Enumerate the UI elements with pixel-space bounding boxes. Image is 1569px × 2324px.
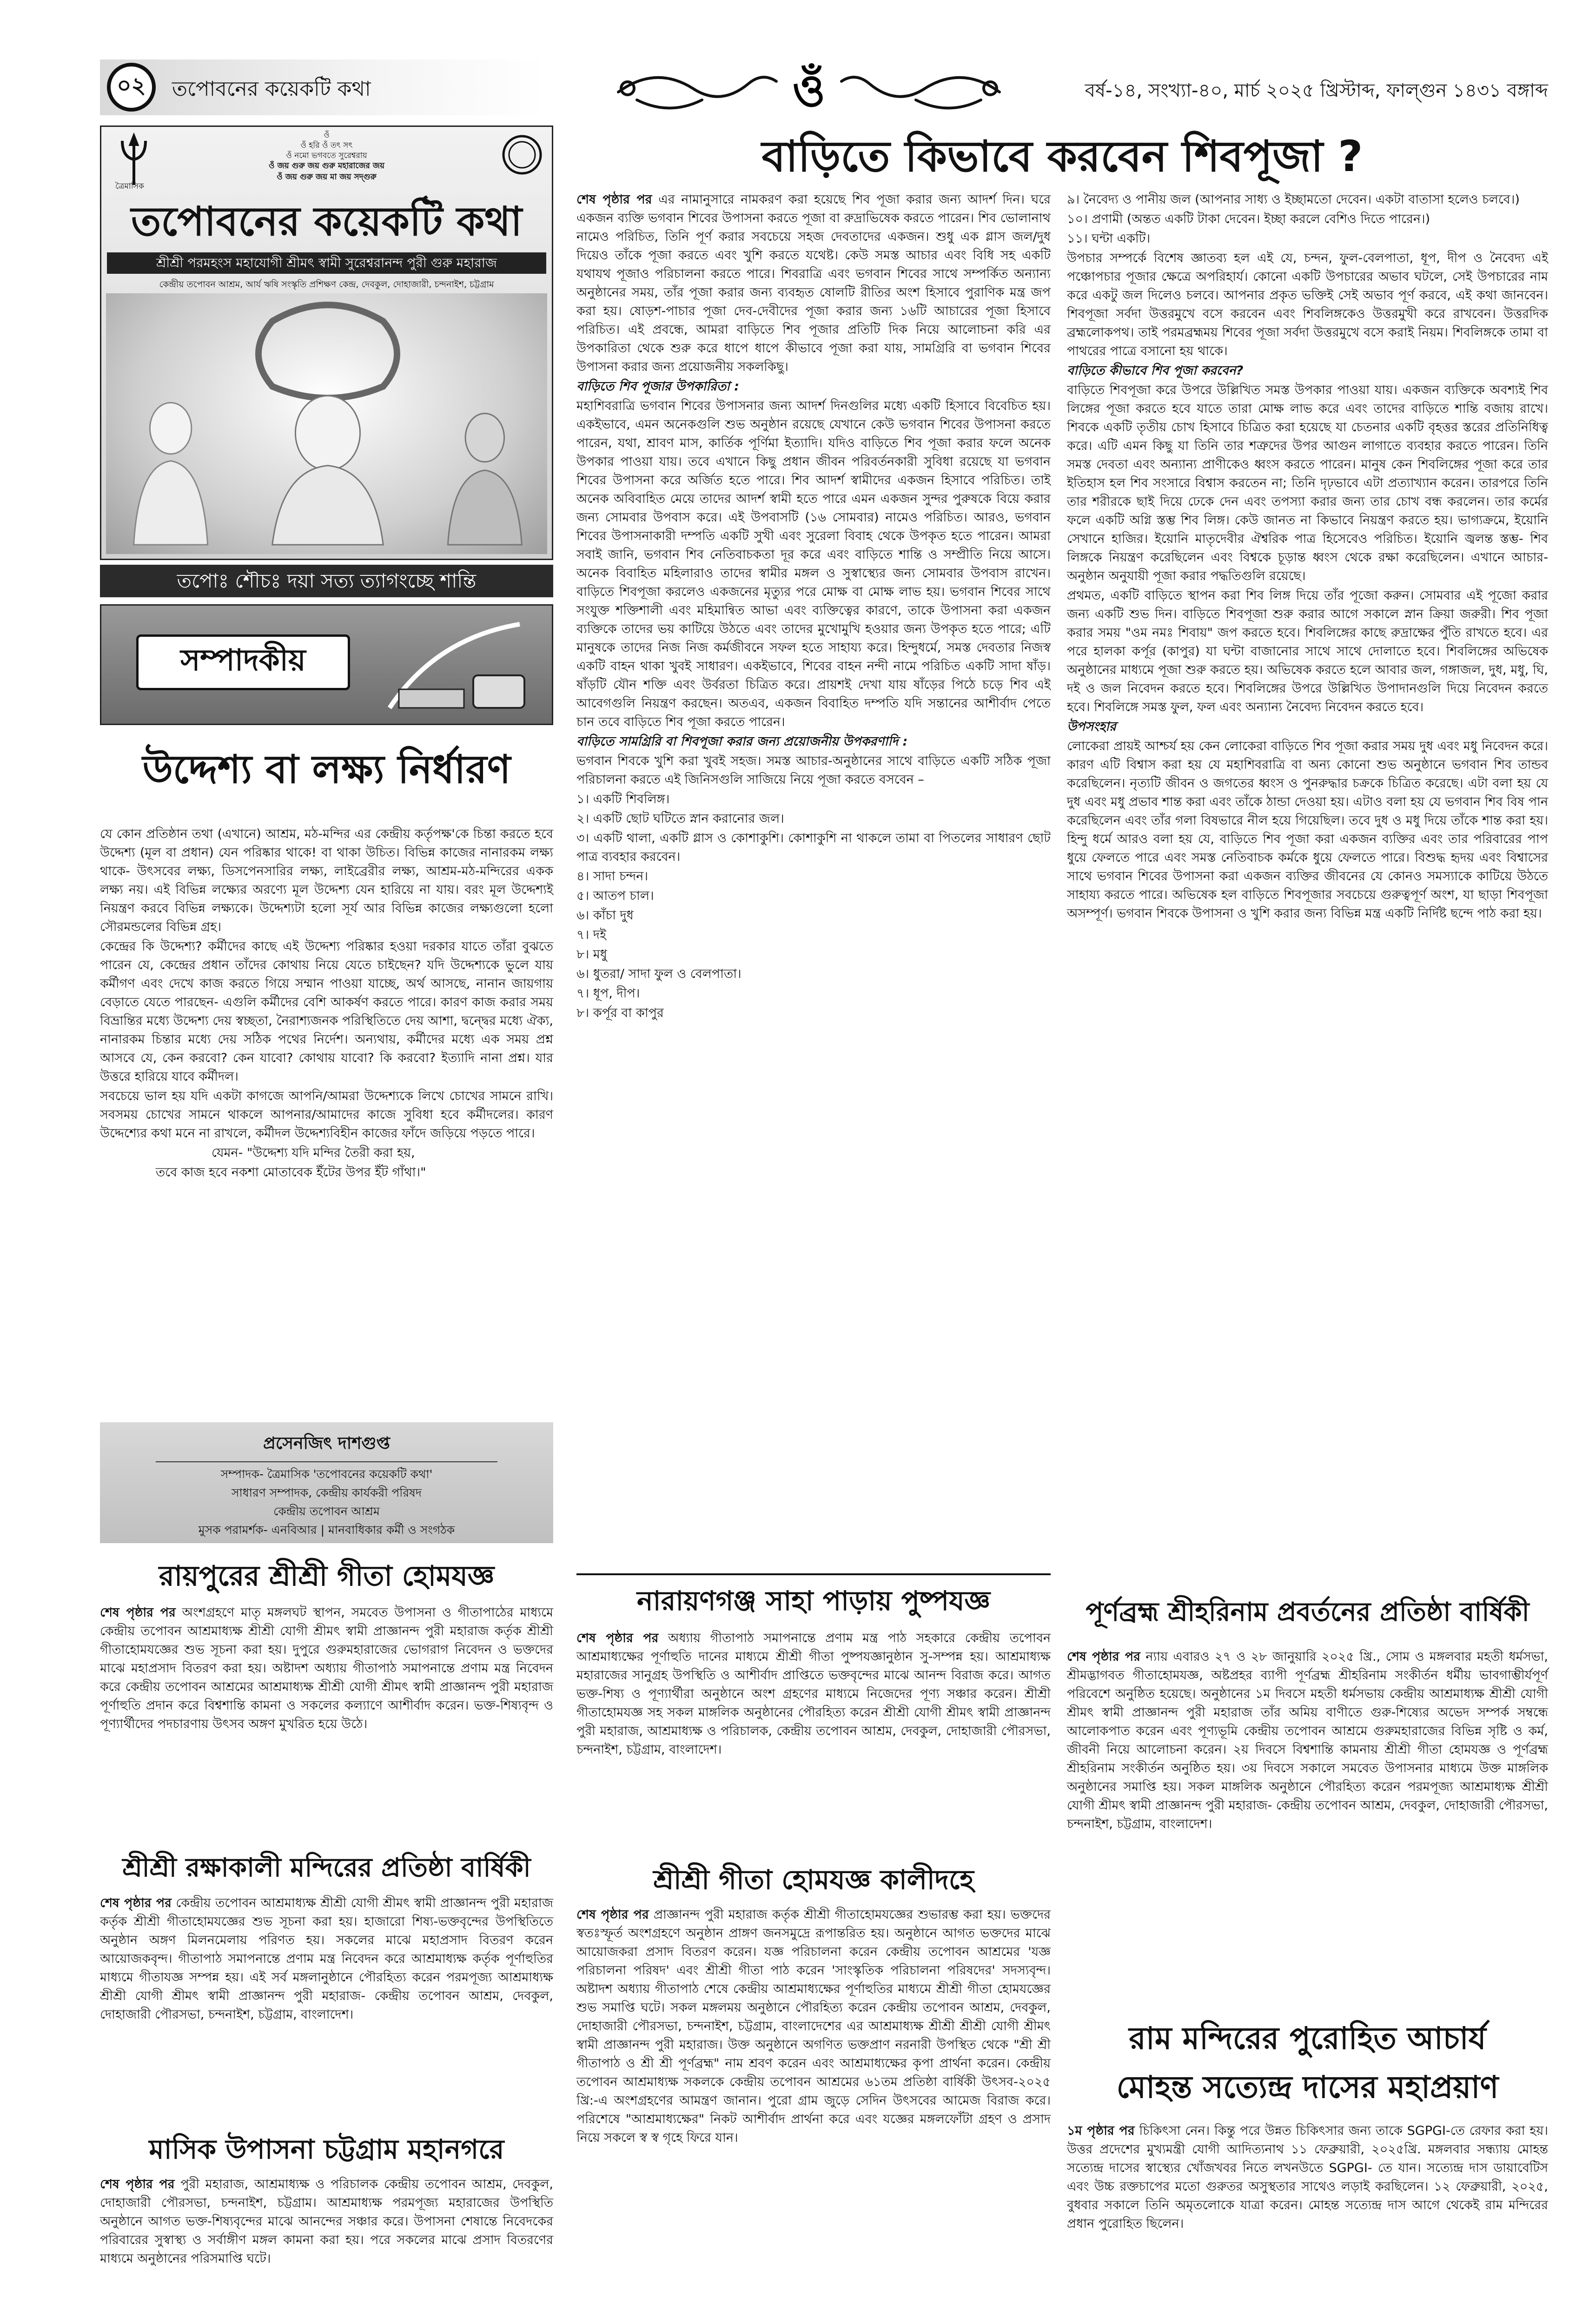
editor-title-line: কেন্দ্রীয় তপোবন আশ্রম — [273, 1505, 380, 1518]
monthly-text: পুরী মহারাজ, আশ্রমাধ্যক্ষ ও পরিচালক কেন্দ্রীয় তপোবন আশ্রম, দেবকুল, দোহাজারী পৌরসভা, চন্দনাইশ, চট্টগ্রাম। আশ্রমাধ্যক্ষ পরমপূজ্য মহারাজের উপস্থিতি অনুষ্ঠানে আগত ভক্ত-শিষ্যবৃন্দের মাঝে আনন্দের সঞ্চার করে। উপাসনা শেষান্তে নিবেদকের পরিবারের সুস্বাস্থ্য ও সর্বাঙ্গীণ মঙ্গল কামনা করা হয়। পরে সকলের মাঝে প্রসাদ বিতরণের মাধ্যমে অনুষ্ঠানের পরিসমাপ্তি ঘটে। — [100, 2177, 553, 2266]
shivapuja-materials-intro: ভগবান শিবকে খুশি করা খুবই সহজ। সমস্ত আচার-অনুষ্ঠানের সাথে বাড়িতে একটি সঠিক পূজা পরিচালনা করতে এই জিনিসগুলি সাজিয়ে নিয়ে পূজা করতে বসবেন – — [576, 754, 1051, 787]
list-item: ১। একটি শিবলিঙ্গ। — [576, 792, 670, 806]
list-item: ৫। আতপ চাল। — [576, 889, 654, 903]
om-ornament — [600, 56, 1018, 121]
editor-title-line: সম্পাদক- ত্রৈমাসিক 'তপোবনের কয়েকটি কথা' — [220, 1467, 433, 1481]
masthead-line-5: ওঁ জয় গুরু জয় মা জয় সদ্গুরু — [277, 172, 377, 182]
raipur-body — [100, 1604, 553, 1735]
rakshakali-heading: শ্রীশ্রী রক্ষাকালী মন্দিরের প্রতিষ্ঠা বার্ষিকী — [122, 1853, 531, 1883]
ram-mandir-text: চিকিৎসা নেন। কিন্তু পরে উন্নত চিকিৎসার জন্য তাকে SGPGI-তে রেফার করা হয়। উত্তর প্রদেশের মুখ্যমন্ত্রী যোগী আদিত্যনাথ ১১ ফেব্রুয়ারী, ২০২৫খ্রি. মঙ্গলবার সন্ধ্যায় মোহন্ত সত্যেন্দ্র দাসের স্বাস্থ্যের খোঁজখবর নিতে লখনউতে SGPGI- তে যান। সত্যেন্দ্র দাস ডায়াবেটিস এবং উচ্চ রক্তচাপের মতো গুরুতর অসুস্থতার সাথেও লড়াই করছিলেন। ১২ ফেব্রুয়ারী, ২০২৫, বুধবার সকালে তিনি অমৃতলোকে যাত্রা করেন। মোহন্ত সত্যেন্দ্র দাস আগে থেকেই রাম মন্দিরের প্রধান পুরোহিত ছিলেন। — [1067, 2124, 1548, 2231]
editorial-quote: তবে কাজ হবে নকশা মোতাবেক ইঁটের উপর ইঁট গাঁথা।" — [156, 1165, 426, 1180]
list-item: ১১। ঘন্টা একটি। — [1067, 231, 1151, 246]
shivapuja-conclusion: লোকেরা প্রায়ই আশ্চর্য হয় কেন লোকেরা বাড়িতে শিব পূজা করার সময় দুধ এবং মধু নিবেদন করে। কারণ এটি বিশ্বাস করা হয় যে মহাশিবরাত্রি বা অন্য কোনো শুভ অনুষ্ঠানে ভগবান শিব তান্ডব করেছিলেন। নৃত্যটি জীবন ও জগতের ধ্বংস ও পুনরুদ্ধার চক্রকে চিত্রিত করেছে। এটা বলা হয় যে দুধ এবং মধু প্রভাব শান্ত করা এবং তাঁকে ঠান্ডা দেওয়া হয়। এটাও বলা হয় যে ভগবান শিব বিষ পান করেছিলেন এবং তাঁর গলা বিষভারে নীল হয়ে গিয়েছিল। তবে দুধ ও মধু দিয়ে তাঁকে শান্ত করা হয়। হিন্দু ধর্মে আরও বলা হয় যে, বাড়িতে শিব পূজা করা একজন ব্যক্তির এবং তার পরিবারের পাপ ধুয়ে ফেলতে পারে এবং সমস্ত নেতিবাচক কর্মকে ধুয়ে ফেলতে পারে। বিশুদ্ধ হৃদয় এবং বিশ্বাসের সাথে ভগবান শিবের উপাসনা করা একজন ব্যক্তির জীবনের যে কোনও সমস্যাকে কাটিয়ে উঠতে সাহায্য করতে পারে। অভিষেক হল বাড়িতে শিবপূজার সবচেয়ে গুরুত্বপূর্ণ অংশ, যা ছাড়া শিবপূজা অসম্পূর্ণ। ভগবান শিবকে উপাসনা ও খুশি করার জন্য বিভিন্ন মন্ত্র একটি নির্দিষ্ট ছন্দে পাঠ করা হয়। — [1067, 739, 1548, 921]
editor-name: প্রসেনজিৎ দাশগুপ্ত — [263, 1434, 391, 1453]
list-item: ৭। ধূপ, দীপ। — [576, 986, 640, 1001]
shivapuja-method: বাড়িতে শিবপূজা করে উপরে উল্লিখিত সমস্ত উপকার পাওয়া যায়। একজন ব্যক্তিকে অবশ্যই শিব লিঙ্গের পূজা করতে হবে যাতে তারা মোক্ষ লাভ করে এবং তাদের বাড়িতে শান্তি বজায় রাখে। শিবকে একটি তৃতীয় চোখ হিসাবে চিত্রিত করা হয়েছে যা চেতনার একটি বৃহত্তর স্তরের প্রতিনিধিত্ব করে। এটি এমন কিছু যা তিনি তার শত্রুদের উপর আগুন লাগাতে ব্যবহার করতে পারেন। তিনি সমস্ত দেবতা এবং অন্যান্য প্রাণীকেও ধ্বংস করতে পারেন। মানুষ কেন শিবলিঙ্গের পূজা করে তার ইতিহাস হল শিব সংসারে বিশ্বাস করতেন না; তিনি দৃঢ়ভাবে এটা প্রত্যাখ্যান করেন। তারপরে তিনি তার শরীরকে ছাই দিয়ে ঢেকে দেন এবং তপস্যা করার জন্য তার চোখ বন্ধ করলেন। তার কর্মের ফলে একটি অগ্নি স্তম্ভ শিব লিঙ্গ। কেউ জানত না কিভাবে নিয়ন্ত্রণ করতে হয়। ভাগ্যক্রমে, ইয়োনি সেখানে হাজির। ইয়োনি মাতৃদেবীর ঐশ্বরিক পাত্র হিসেবেও পরিচিত। ইয়োনি জ্বলন্ত স্তম্ভ- শিব লিঙ্গকে নিয়ন্ত্রণ করেছিলেন এবং বিশ্বকে চূড়ান্ত ধ্বংস থেকে রক্ষা করেছিলেন। এখানে আচার-অনুষ্ঠান অনুযায়ী পূজা করার পদ্ধতিগুলি রয়েছে। — [1067, 383, 1548, 583]
guru-figures-illustration — [106, 293, 547, 554]
shivapuja-subheading: বাড়িতে শিব পূজার উপকারিতা : — [576, 379, 739, 394]
divider — [576, 1573, 1051, 1575]
editorial-body — [100, 825, 553, 1183]
list-item: ৪। সাদা চন্দন। — [576, 869, 649, 884]
quill-inkpot-icon — [380, 620, 538, 713]
shivapuja-steps: প্রথমত, একটি বাড়িতে স্থাপন করা শিব লিঙ্গ দিয়ে তাঁর পূজো করুন। সোমবার এই পূজো করার জন্য একটি শুভ দিন। বাড়িতে শিবপূজা শুরু করার আগে সকালে স্নান ক্রিয়া জরুরী। শিব পূজা করার সময় "ওম নমঃ শিবায়" জপ করতে হবে। শিবলিঙ্গের কাছে রুদ্রাক্ষের পুঁতি রাখতে হবে। এর পরে হালকা কর্পূর (কাপুর) যা ঘন্টা বাজানোর সাথে সাথে দোলাতে হবে। শিবলিঙ্গের অভিষেক অনুষ্ঠানের মাধ্যমে পূজা শুরু করতে হয়। অভিষেক করতে হলে আবার জল, গঙ্গাজল, দুধ, মধু, ঘি, দই ও জল নিবেদন করতে হবে। শিবলিঙ্গের উপরে উল্লিখিত উপাদানগুলি দিয়ে নিবেদন করতে হবে। শিবলিঙ্গে সমস্ত ফুল, ফল এবং অন্যান্য নৈবেদ্য নিবেদন করতে হবে। — [1067, 588, 1548, 714]
masthead-line-2: ওঁ হরি ওঁ তৎ সৎ — [300, 141, 353, 150]
editor-title-line: মুসক পরামর্শক- এনবিআর | মানবাধিকার কর্মী ও সংগঠক — [198, 1523, 455, 1537]
editorial-quote: যেমন- "উদ্দেশ্য যদি মন্দির তৈরী করা হয়, — [212, 1146, 415, 1160]
masthead — [100, 125, 553, 560]
editorial-paragraph: কেন্দ্রের কি উদ্দেশ্য? কর্মীদের কাছে এই উদ্দেশ্য পরিষ্কার হওয়া দরকার যাতে তাঁরা বুঝতে পারেন যে, কেন্দ্রের প্রধান তাঁদের কোথায় নিয়ে যেতে চাইছেন? যদি উদ্দেশ্যকে ভুলে যায় কর্মীগণ এবং দেখে কাজ করতে গিয়ে সম্মান পাওয়া যাচ্ছে, অর্থ আসছে, নানান জায়গায় বেড়াতে যেতে পারছেন- এগুলি কর্মীদের বেশি আকর্ষণ করতে পারে। কারণ কাজ করার সময় বিভ্রান্তির মধ্যে উদ্দেশ্য দেয় স্বচ্ছতা, নৈরাশ্যজনক পরিস্থিতিতে দেয় আশা, দ্বন্দ্বের মধ্যে ঐক্য, নানারকম চিন্তার মধ্যে দেয় সঠিক পথের নির্দেশ। অন্যথায়, কর্মীদের মধ্যে এক সময় প্রশ্ন আসবে যে, কেন করবো? কেন যাবো? কোথায় যাবো? কি করবো? ইত্যাদি নানা প্রশ্ন। যার উত্তরে হারিয়ে যাবে কর্মীদল। — [100, 939, 553, 1084]
ram-mandir-lead: ১ম পৃষ্ঠার পর — [1067, 2124, 1135, 2138]
shivapuja-subheading: বাড়িতে কীভাবে শিব পূজা করবেন? — [1067, 363, 1244, 378]
newspaper-title: তপোবনের কয়েকটি কথা — [131, 198, 523, 245]
editorial-paragraph: যে কোন প্রতিষ্ঠান তথা (এখানে) আশ্রম, মঠ-মন্দির এর কেন্দ্রীয় কর্তৃপক্ষ'কে চিন্তা করতে হবে উদ্দেশ্য (মূল বা প্রধান) যেন পরিষ্কার থাকে! বা থাকা উচিত। বিভিন্ন কাজের নানারকম লক্ষ্য থাকে- উৎসবের লক্ষ্য, ডিসপেনসারির লক্ষ্য, লাইব্রেরীর লক্ষ্য, আশ্রম-মঠ-মন্দিরের একক লক্ষ্য নয়। এই বিভিন্ন লক্ষ্যের অরণ্যে মূল উদ্দেশ্য যেন হারিয়ে না যায়। বরং মূল উদ্দেশ্যই নিয়ন্ত্রণ করবে বিভিন্ন লক্ষ্যকে। উদ্দেশ্যটা হলো সূর্য আর বিভিন্ন কাজের লক্ষ্যগুলো হলো সৌরমন্ডলের বিভিন্ন গ্রহ। — [100, 827, 553, 934]
kalidah-heading: শ্রীশ্রী গীতা হোমযজ্ঞ কালীদহে — [653, 1864, 974, 1895]
ram-mandir-heading-2: মোহন্ত সত্যেন্দ্র দাসের মহাপ্রয়াণ — [1116, 2069, 1499, 2105]
kalidah-text: প্রাজ্ঞানন্দ পুরী মহারাজ কর্তৃক শ্রীশ্রী গীতাহোমযজ্ঞের শুভারম্ভ করা হয়। ভক্তদের স্বতঃস্ফূর্ত অংশগ্রহণে অনুষ্ঠান প্রাঙ্গণ জনসমুদ্রে রূপান্তরিত হয়। অনুষ্ঠানে আগত ভক্তদের মাঝে আয়োজকরা প্রসাদ বিতরণ করেন। যজ্ঞ পরিচালনা করেন কেন্দ্রীয় তপোবন আশ্রমের 'যজ্ঞ পরিচালনা পরিষদ' এবং শ্রীশ্রী গীতা পাঠ করেন 'সাংস্কৃতিক পরিচালনা পরিষদের' সদস্যবৃন্দ। অষ্টাদশ অধ্যায় গীতাপাঠ শেষে কেন্দ্রীয় আশ্রমাধ্যক্ষের পূর্ণাহুতির মাধ্যমে শ্রীশ্রী গীতা হোমযজ্ঞের শুভ সমাপ্তি ঘটে। সকল মঙ্গলময় অনুষ্ঠানে পৌরহিত্য করেন কেন্দ্রীয় তপোবন আশ্রম, দেবকুল, দোহাজারী পৌরসভা, চন্দনাইশ, চট্টগ্রাম, বাংলাদেশের এর আশ্রমাধ্যক্ষ শ্রীশ্রী শ্রীশ্রী যোগী শ্রীমৎ স্বামী প্রাজ্ঞানন্দ পুরী মহারাজ। উক্ত অনুষ্ঠানে অগণিত ভক্তপ্রাণ নরনারী উপস্থিত থেকে "শ্রী শ্রী গীতাপাঠ ও শ্রী শ্রী পূর্ণব্রহ্ম" নাম শ্রবণ করেন এবং আশ্রমাধ্যক্ষের কৃপা প্রার্থনা করেন। কেন্দ্রীয় তপোবন আশ্রমাধ্যক্ষ সকলকে কেন্দ্রীয় তপোবন আশ্রমের ৬১তম প্রতিষ্ঠা বার্ষিকী উৎসব-২০২৫ খ্রি:-এ অংশগ্রহণের আমন্ত্রণ জানান। পুরো গ্রাম জুড়ে সেদিন উৎসবের আমেজ বিরাজ করে। পরিশেষে "আশ্রমাধ্যক্ষের" নিকট আশীর্বাদ প্রার্থনা করে এবং যজ্ঞের মঙ্গলফোঁটা গ্রহণ ও প্রসাদ নিয়ে সকলে স্ব স্ব গৃহে ফিরে যান। — [576, 1908, 1051, 2145]
rakshakali-lead: শেষ পৃষ্ঠার পর — [100, 1896, 172, 1910]
editor-title-line: সাধারণ সম্পাদক, কেন্দ্রীয় কার্যকরী পরিষদ — [231, 1486, 422, 1499]
monthly-lead: শেষ পৃষ্ঠার পর — [100, 2177, 175, 2192]
harinam-body — [1067, 1648, 1548, 1835]
narayanganj-lead: শেষ পৃষ্ঠার পর — [576, 1631, 659, 1645]
narayanganj-text: অধ্যায় গীতাপাঠ সমাপনান্তে প্রণাম মন্ত্র পাঠ সহকারে কেন্দ্রীয় তপোবন আশ্রমাধ্যক্ষের পূর্ণাহুতি দানের মাধ্যমে শ্রীশ্রী গীতা পুষ্পযজ্ঞানুষ্ঠান সু-সম্পন্ন হয়। আশ্রমাধ্যক্ষ মহারাজের সানুগ্রহ উপস্থিতি ও আশীর্বাদ প্রাপ্তিতে ভক্তবৃন্দের মাঝে আনন্দ বিরাজ করে। আগত ভক্ত-শিষ্য ও পূণ্যার্থীরা অনুষ্ঠানে অংশ গ্রহণের মাধ্যমে নিজেদের পূণ্য সঞ্চার করেন। শ্রীশ্রী গীতাহোমযজ্ঞ সহ সকল মাঙ্গলিক অনুষ্ঠানের পৌরহিত্য করেন শ্রীশ্রী যোগী শ্রীমৎ স্বামী প্রাজ্ঞানন্দ পুরী মহারাজ, আশ্রমাধ্যক্ষ ও পরিচালক, কেন্দ্রীয় তপোবন আশ্রম, দেবকুল, দোহাজারী পৌরসভা, চন্দনাইশ, চট্টগ্রাম, বাংলাদেশ। — [576, 1631, 1051, 1757]
editor-byline-box — [100, 1422, 553, 1543]
list-item: ৮। মধু — [576, 947, 607, 962]
harinam-lead: শেষ পৃষ্ঠার পর — [1067, 1650, 1140, 1664]
kalidah-body — [576, 1906, 1051, 2148]
shivapuja-upachar: উপচার সম্পর্কে বিশেষ জ্ঞাতব্য হল এই যে, চন্দন, ফুল-বেলপাতা, ধূপ, দীপ ও নৈবেদ্য এই পঞ্চোপচার পূজার ক্ষেত্রে অপরিহার্য। কোনো একটি উপচারের অভাব ঘটলে, সেই উপচারের নাম করে একটু জল দিলেও চলবে। আপনার প্রকৃত ভক্তিই সেই অভাব পূর্ণ করবে, এই কথা জানবেন। শিবপূজা সর্বদা উত্তরমুখে বসে করবেন এবং শিবলিঙ্গকেও উত্তরমুখী করে রাখবেন। উত্তরদিক ব্রহ্মলোকপথ। তাই পরমব্রহ্মময় শিবের পূজা সর্বদা উত্তরমুখে বসে করাই নিয়ম। শিবলিঙ্গকে তামা বা পাথরের পাত্রে বসানো হয় থাকে। — [1067, 251, 1548, 358]
page-number: ০২ — [107, 63, 156, 112]
list-item: ৩। একটি থালা, একটি গ্লাস ও কোশাকুশি। কোশাকুশি না থাকলে তামা বা পিতলের সাধারণ ছোট পাত্র ব্যবহার করবেন। — [576, 831, 1051, 864]
ram-mandir-heading-1: রাম মন্দিরের পুরোহিত আচার্য — [1129, 2020, 1486, 2056]
raipur-text: অংশগ্রহণে মাতৃ মঙ্গলঘট স্থাপন, সমবেত উপাসনা ও গীতাপাঠের মাধ্যমে কেন্দ্রীয় তপোবন আশ্রমাধ্যক্ষ শ্রীশ্রী যোগী শ্রীমৎ স্বামী প্রাজ্ঞানন্দ পুরী মহারাজ কর্তৃক শ্রীশ্রী গীতাহোমযজ্ঞের শুভ সূচনা করা হয়। দুপুরে গুরুমহারাজের ভোগরাগ নিবেদন ও ভক্তদের মাঝে মহাপ্রসাদ বিতরণ করা হয়। অষ্টাদশ অধ্যায় গীতাপাঠ সমাপনান্তে প্রণাম মন্ত্র নিবেদন করে কেন্দ্রীয় তপোবন আশ্রমের আশ্রমাধ্যক্ষ শ্রীশ্রী যোগী শ্রীমৎ স্বামী প্রাজ্ঞানন্দ পুরী মহারাজ পূর্ণাহুতি প্রদান করে বিশ্বশান্তি কামনা ও সকলের কল্যাণে আশীর্বাদ করেন। ভক্ত-শিষ্যবৃন্দ ও পূণ্যার্থীদের পদচারণায় উৎসব অঙ্গণ মুখরিত হয়ে উঠে। — [100, 1605, 553, 1731]
monthly-heading: মাসিক উপাসনা চট্টগ্রাম মহানগরে — [149, 2133, 504, 2165]
list-item: ৭। দই — [576, 928, 607, 942]
rakshakali-text: কেন্দ্রীয় তপোবন আশ্রমাধ্যক্ষ শ্রীশ্রী যোগী শ্রীমৎ স্বামী প্রাজ্ঞানন্দ পুরী মহারাজ কর্তৃক শ্রীশ্রী গীতাহোমযজ্ঞের শুভ সূচনা করা হয়। হাজারো শিষ্য-ভক্তবৃন্দের উপস্থিতিতে অনুষ্ঠান অঙ্গণ মিলনমেলায় পরিণত হয়। সকলের মাঝে মহাপ্রসাদ বিতরণ করেন আয়োজকবৃন্দ। গীতাপাঠ সমাপনান্তে প্রণাম মন্ত্র নিবেদন করে আশ্রমাধ্যক্ষ কর্তৃক পূর্ণাহুতির মাধ্যমে গীতাযজ্ঞ সম্পন্ন হয়। এই সর্ব মঙ্গলানুষ্ঠানে পৌরহিত্য করেন পরমপূজ্য আশ্রমাধ্যক্ষ শ্রীশ্রী যোগী শ্রীমৎ স্বামী প্রাজ্ঞানন্দ পুরী মহারাজ- কেন্দ্রীয় তপোবন আশ্রম, দেবকুল, দোহাজারী পৌরসভা, চন্দনাইশ, চট্টগ্রাম, বাংলাদেশ। — [100, 1896, 553, 2022]
raipur-lead: শেষ পৃষ্ঠার পর — [100, 1605, 176, 1620]
narayanganj-body — [576, 1629, 1051, 1760]
shivapuja-subheading: বাড়িতে সামগ্রিরি বা শিবপূজা করার জন্য প্রয়োজনীয় উপকরণাদি : — [576, 734, 908, 749]
list-item: ৬। কাঁচা দুধ — [576, 908, 634, 923]
ram-mandir-body — [1067, 2122, 1548, 2234]
list-item: ৮। কর্পূর বা কাপুর — [576, 1006, 664, 1020]
harinam-text: ন্যায় এবারও ২৭ ও ২৮ জানুয়ারি ২০২৫ খ্রি., সোম ও মঙ্গলবার মহতী ধর্মসভা, শ্রীমদ্ভাগবত গীতাহোমযজ্ঞ, অষ্টপ্রহর ব্যাপী পূর্ণব্রহ্ম শ্রীহরিনাম সংকীর্তন ধর্মীয় ভাবগাম্ভীর্যপূর্ণ পরিবেশে অনুষ্ঠিত হয়েছে। অনুষ্ঠানের ১ম দিবসে মহতী ধর্মসভায় কেন্দ্রীয় আশ্রমাধ্যক্ষ শ্রীশ্রী যোগী শ্রীমৎ স্বামী প্রাজ্ঞানন্দ পুরী মহারাজ তাঁর অমিয় বাণীতে গুরু-শিষ্যের অভেদ সম্পর্ক সম্বন্ধে আলোকপাত করেন এবং পূণ্যভূমি কেন্দ্রীয় তপোবন আশ্রমে গুরুমহারাজের বিভিন্ন সৃষ্টি ও কর্ম, জীবনী নিয়ে আলোচনা করেন। ২য় দিবসে বিশ্বশান্তি কামনায় শ্রীশ্রী গীতা হোমযজ্ঞ ও পূর্ণব্রহ্ম শ্রীহরিনাম সংকীর্তন অনুষ্ঠিত হয়। ৩য় দিবসে সকালে সমবেত উপাসনার মাধ্যমে উক্ত মাঙ্গলিক অনুষ্ঠানের সমাপ্তি হয়। সকল মাঙ্গলিক অনুষ্ঠানে পৌরহিত্য করেন পরমপূজ্য আশ্রমাধ্যক্ষ শ্রীশ্রী যোগী শ্রীমৎ স্বামী প্রাজ্ঞানন্দ পুরী মহারাজ- কেন্দ্রীয় তপোবন আশ্রম, দেবকুল, দোহাজারী পৌরসভা, চন্দনাইশ, চট্টগ্রাম, বাংলাদেশ। — [1067, 1650, 1548, 1831]
list-item: ১০। প্রণামী (অন্তত একটি টাকা দেবেন। ইচ্ছা করলে বেশিও দিতে পারেন।) — [1067, 212, 1430, 226]
motto-banner: তপোঃ শৌচঃ দয়া সত্য ত্যাগংচ্ছে শান্তি — [100, 565, 553, 597]
guru-photo — [106, 293, 547, 554]
header-left-title: তপোবনের কয়েকটি কথা — [172, 77, 371, 101]
shivapuja-lead: শেষ পৃষ্ঠার পর — [576, 192, 652, 207]
rakshakali-body — [100, 1894, 553, 2025]
om-symbol: ওঁ — [792, 65, 826, 117]
editorial-banner — [100, 604, 553, 725]
masthead-line-3: ওঁ নমো ভগবতে সুরেশ্বরায় — [286, 151, 367, 160]
shivapuja-col1 — [576, 191, 1051, 1023]
list-item: ৯। নৈবেদ্য ও পানীয় জল (আপনার সাধ্য ও ইচ্ছামতো দেবেন। একটা বাতাসা হলেও চলবে।) — [1067, 192, 1520, 207]
shivapuja-benefits: মহাশিবরাত্রি ভগবান শিবের উপাসনার জন্য আদর্শ দিনগুলির মধ্যে একটি হিসাবে বিবেচিত হয়। একইভাবে, এমন অনেকগুলি শুভ অনুষ্ঠান রয়েছে যেখানে কেউ ভগবান শিবের উপাসনা করতে পারেন, যথা, শ্রাবণ মাস, কার্তিক পূর্ণিমা ইত্যাদি। যদিও বাড়িতে শিব পূজা করার ফলে অনেক উপকার পাওয়া যায়। তবে এখানে কিছু প্রধান জীবন পরিবর্তনকারী সুবিধা রয়েছে যা ভগবান শিবের উপাসনা করে অর্জিত হতে পারে। শিব আদর্শ স্বামীদের একজন হিসাবে পরিচিত। তাই অনেক অবিবাহিত মেয়ে তাদের আদর্শ স্বামী হতে পারে এমন একজন সুন্দর পুরুষকে বিয়ে করার জন্য সোমবার উপবাস করে। এই উপবাসটি (১৬ সোমবার) নামেও পরিচিত। আরও, ভগবান শিবের উপাসনাকারী দম্পতি একটি সুখী এবং সুরেলা বিবাহ থেকে উপকৃত হতে পারেন। আমরা সবাই জানি, ভগবান শিব নেতিবাচকতা দূর করে এবং বাড়িতে শান্তি ও সম্প্রীতি নিয়ে আসে। অনেক বিবাহিত মহিলারাও তাদের স্বামীর মঙ্গল ও সুস্বাস্থ্যের জন্য সোমবার উপবাস রাখেন। বাড়িতে শিবপূজা করলেও একজনের মৃত্যুর পরে মোক্ষ বা মোক্ষ লাভ হয়। ভগবান শিবের সাথে সংযুক্ত শক্তিশালী এবং মহিমান্বিত আভা এবং ব্যক্তিত্বের কারণে, তাকে উপাসনা করা একজন ব্যক্তিকে তাদের ভয় কাটিয়ে উঠতে এবং তাদের মুখোমুখি হওয়ার জন্য উপকৃত হতে পারে; এটি মানুষকে তাদের নিজ নিজ কর্মজীবনে সফল হতে সাহায্য করে। হিন্দুধর্মে, সমস্ত দেবতার নিজস্ব একটি বাহন থাকা খুবই সাধারণ। একইভাবে, শিবের বাহন নন্দী নামে পরিচিত একটি সাদা ষাঁড়। ষাঁড়টি যৌন শক্তি এবং উর্বরতা চিত্রিত করে। প্রায়শই দেখা যায় ষাঁড়ের পিঠে চড়ে শিব এই আবেগগুলি নিয়ন্ত্রণ করছেন। অতএব, একজন বিবাহিত দম্পতি যদি সন্তানের আশীর্বাদ পেতে চান তবে বাড়িতে শিব পূজা করতে পারেন। — [576, 399, 1051, 729]
shivapuja-col2 — [1067, 191, 1548, 924]
shivapuja-intro: এর নামানুসারে নামকরণ করা হয়েছে শিব পূজা করার জন্য আদর্শ দিন। ঘরে একজন ব্যক্তি ভগবান শিবের উপাসনা করতে পূজা বা রুদ্রাভিষেক করতে পারেন। শিব ভোলানাথ নামেও পরিচিত, তিনি পূর্ণ করার সবচেয়ে সহজ দেবতাদের একজন। শুধু এক গ্লাস জল/দুধ দিয়েও তাঁকে পূজা করতে এবং খুশি করতে যথেষ্ট। কেউ সমস্ত আচার এবং বিধি সহ একটি যথাযথ পূজাও পরিচালনা করতে পারে। শিবরাত্রি এবং ভগবান শিবের সাথে সম্পর্কিত অন্যান্য অনুষ্ঠানের সময়, তাঁর পূজা করার জন্য ব্যবহৃত ষোলটি রীতির অংশ হিসাবে পুরাণিক মন্ত্র জপ করা হয়। ষোড়শ-পাচার পূজা দেব-দেবীদের পূজা করার জন্য ১৬টি আচারের পূজা হিসাবে পরিচিত। এই প্রবন্ধে, আমরা বাড়িতে শিব পূজার প্রতিটি দিক নিয়ে আলোচনা করি এর উপকারিতা থেকে শুরু করে ধাপে ধাপে কীভাবে পূজা করা যায়, সামগ্রিরি বা ভগবান শিবের উপাসনা করার জন্য প্রয়োজনীয় সকলকিছু। — [576, 192, 1051, 374]
masthead-address: কেন্দ্রীয় তপোবন আশ্রম, আর্য ঋষি সংস্কৃতি প্রশিক্ষণ কেন্দ্র, দেবকুল, দোহাজারী, চন্দনাইশ, চট্টগ্রাম — [159, 279, 494, 290]
editorial-heading: উদ্দেশ্য বা লক্ষ্য নির্ধারণ — [142, 746, 511, 792]
quarterly-label: ত্রৈমাসিক — [115, 182, 144, 191]
masthead-line-1: ওঁ — [324, 131, 330, 140]
shivapuja-subheading: উপসংহার — [1067, 720, 1116, 734]
editorial-label: সম্পাদকীয় — [136, 634, 350, 690]
guru-name-band: শ্রীশ্রী পরমহংস মহাযোগী শ্রীমৎ স্বামী সুরেশ্বরানন্দ পুরী গুরু মহারাজ — [107, 252, 546, 274]
narayanganj-heading: নারায়ণগঞ্জ সাহা পাড়ায় পুষ্পযজ্ঞ — [637, 1585, 990, 1617]
masthead-line-4: ওঁ জয় গুরু জয় গুরু মহারাজের জয় — [269, 161, 384, 171]
monthly-body — [100, 2175, 553, 2269]
harinam-heading: পূর্ণব্রহ্ম শ্রীহরিনাম প্রবর্তনের প্রতিষ্ঠা বার্ষিকী — [1086, 1597, 1529, 1627]
kalidah-lead: শেষ পৃষ্ঠার পর — [576, 1908, 649, 1922]
editorial-paragraph: সবচেয়ে ভাল হয় যদি একটা কাগজে আপনি/আমরা উদ্দেশ্যকে লিখে চোখের সামনে রাখি। সবসময় চোখের সামনে থাকলে আপনার/আমাদের কাজে সুবিধা হবে কর্মীদলের। কারণ উদ্দেশ্যের কথা মনে না রাখলে, কর্মীদল উদ্দেশ্যবিহীন কাজের ফাঁদে জড়িয়ে পড়তে পারে। — [100, 1089, 553, 1141]
shivapuja-heading: বাড়িতে কিভাবে করবেন শিবপূজা ? — [761, 132, 1363, 181]
list-item: ২। একটি ছোট ঘটিতে স্নান করানোর জল। — [576, 812, 784, 826]
list-item: ৬। ধুতরা/ সাদা ফুল ও বেলপাতা। — [576, 967, 741, 981]
raipur-heading: রায়পুরের শ্রীশ্রী গীতা হোমযজ্ঞ — [159, 1560, 495, 1592]
issue-line: বর্ষ-১৪, সংখ্যা-৪০, মার্চ ২০২৫ খ্রিস্টাব্দ, ফাল্গুন ১৪৩১ বঙ্গাব্দ — [1085, 80, 1548, 101]
